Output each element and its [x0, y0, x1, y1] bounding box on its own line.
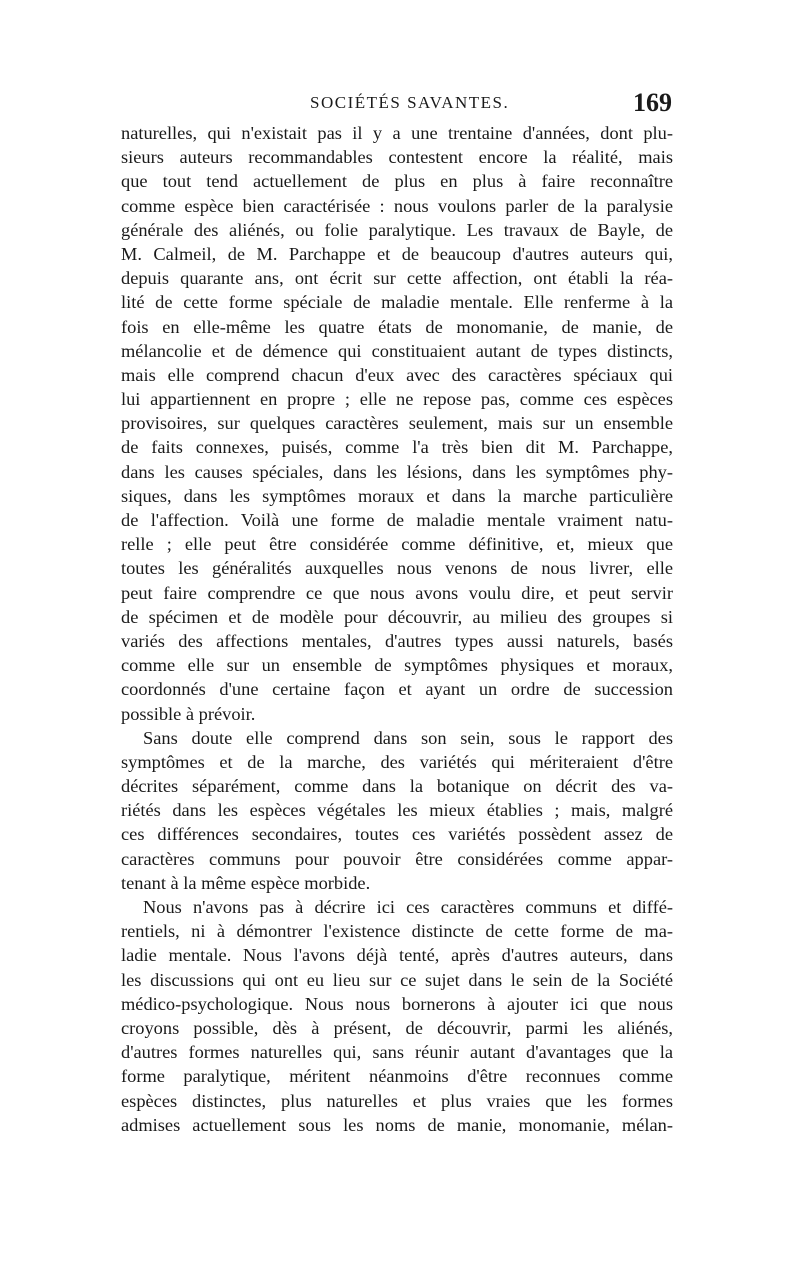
text-line: mélancolie et de démence qui constituaient autant de types distincts, — [121, 340, 673, 361]
page-number: 169 — [633, 88, 672, 117]
text-line: d'autres formes naturelles qui, sans réunir autant d'avantages que la — [121, 1042, 673, 1063]
text-line: mais elle comprend chacun d'eux avec des caractères spéciaux qui — [121, 364, 673, 385]
text-line: comme espèce bien caractérisée : nous voulons parler de la paralysie — [121, 195, 673, 216]
text-line: ladie mentale. Nous l'avons déjà tenté, après d'autres auteurs, dans — [121, 945, 673, 966]
body-text — [121, 121, 673, 1137]
text-line: médico-psychologique. Nous nous bornerons à ajouter ici que nous — [121, 993, 673, 1014]
text-line: croyons possible, dès à présent, de découvrir, parmi les aliénés, — [121, 1017, 673, 1038]
text-line: naturelles, qui n'existait pas il y a une trentaine d'années, dont plu- — [121, 123, 673, 143]
text-line: de spécimen et de modèle pour découvrir, au milieu des groupes si — [121, 606, 673, 627]
text-line: M. Calmeil, de M. Parchappe et de beaucoup d'autres auteurs qui, — [121, 243, 673, 264]
text-line: provisoires, sur quelques caractères seulement, mais sur un ensemble — [121, 413, 673, 434]
paragraph-end-line: tenant à la même espèce morbide. — [121, 872, 371, 893]
text-line: lité de cette forme spéciale de maladie mentale. Elle renferme à la — [121, 292, 673, 313]
paragraph-end-line: possible à prévoir. — [121, 703, 256, 724]
text-line: peut faire comprendre ce que nous avons voulu dire, et peut servir — [121, 582, 673, 603]
text-line: comme elle sur un ensemble de symptômes physiques et moraux, — [121, 655, 673, 676]
text-line: espèces distinctes, plus naturelles et plus vraies que les formes — [121, 1090, 673, 1111]
text-line: depuis quarante ans, ont écrit sur cette affection, ont établi la réa- — [121, 268, 673, 289]
text-line: forme paralytique, méritent néanmoins d'être reconnues comme — [121, 1066, 673, 1087]
running-header — [120, 88, 672, 118]
text-line: siques, dans les symptômes moraux et dans la marche particulière — [121, 485, 673, 506]
paragraph-first-line: Sans doute elle comprend dans son sein, sous le rapport des — [143, 727, 673, 748]
text-line: générale des aliénés, ou folie paralytique. Les travaux de Bayle, de — [121, 219, 673, 240]
text-line: de faits connexes, puisés, comme l'a très bien dit M. Parchappe, — [121, 437, 673, 458]
text-line: caractères communs pour pouvoir être considérées comme appar- — [121, 848, 673, 869]
text-line: riétés dans les espèces végétales les mieux établies ; mais, malgré — [121, 800, 673, 821]
text-line: admises actuellement sous les noms de manie, monomanie, mélan- — [121, 1114, 673, 1135]
text-line: coordonnés d'une certaine façon et ayant un ordre de succession — [121, 679, 673, 700]
text-line: ces différences secondaires, toutes ces variétés possèdent assez de — [121, 824, 673, 845]
text-line: lui appartiennent en propre ; elle ne repose pas, comme ces espèces — [121, 389, 673, 410]
text-line: toutes les généralités auxquelles nous venons de nous livrer, elle — [121, 558, 673, 579]
paragraph-first-line: Nous n'avons pas à décrire ici ces caractères communs et diffé- — [143, 897, 673, 917]
text-line: décrites séparément, comme dans la botanique on décrit des va- — [121, 776, 673, 797]
running-title: SOCIÉTÉS SAVANTES. — [310, 93, 510, 112]
text-line: symptômes et de la marche, des variétés qui mériteraient d'être — [121, 751, 673, 772]
text-line: de l'affection. Voilà une forme de maladie mentale vraiment natu- — [121, 510, 673, 530]
text-line: rentiels, ni à démontrer l'existence distincte de cette forme de ma- — [121, 921, 673, 942]
text-line: les discussions qui ont eu lieu sur ce sujet dans le sein de la Société — [121, 969, 673, 990]
text-line: dans les causes spéciales, dans les lésions, dans les symptômes phy- — [121, 461, 673, 482]
text-line: variés des affections mentales, d'autres types aussi naturels, basés — [121, 630, 673, 651]
text-line: que tout tend actuellement de plus en plus à faire reconnaître — [121, 171, 673, 192]
text-line: fois en elle-même les quatre états de monomanie, de manie, de — [121, 316, 673, 337]
text-line: sieurs auteurs recommandables contestent encore la réalité, mais — [121, 147, 673, 168]
text-line: relle ; elle peut être considérée comme définitive, et, mieux que — [121, 534, 673, 555]
